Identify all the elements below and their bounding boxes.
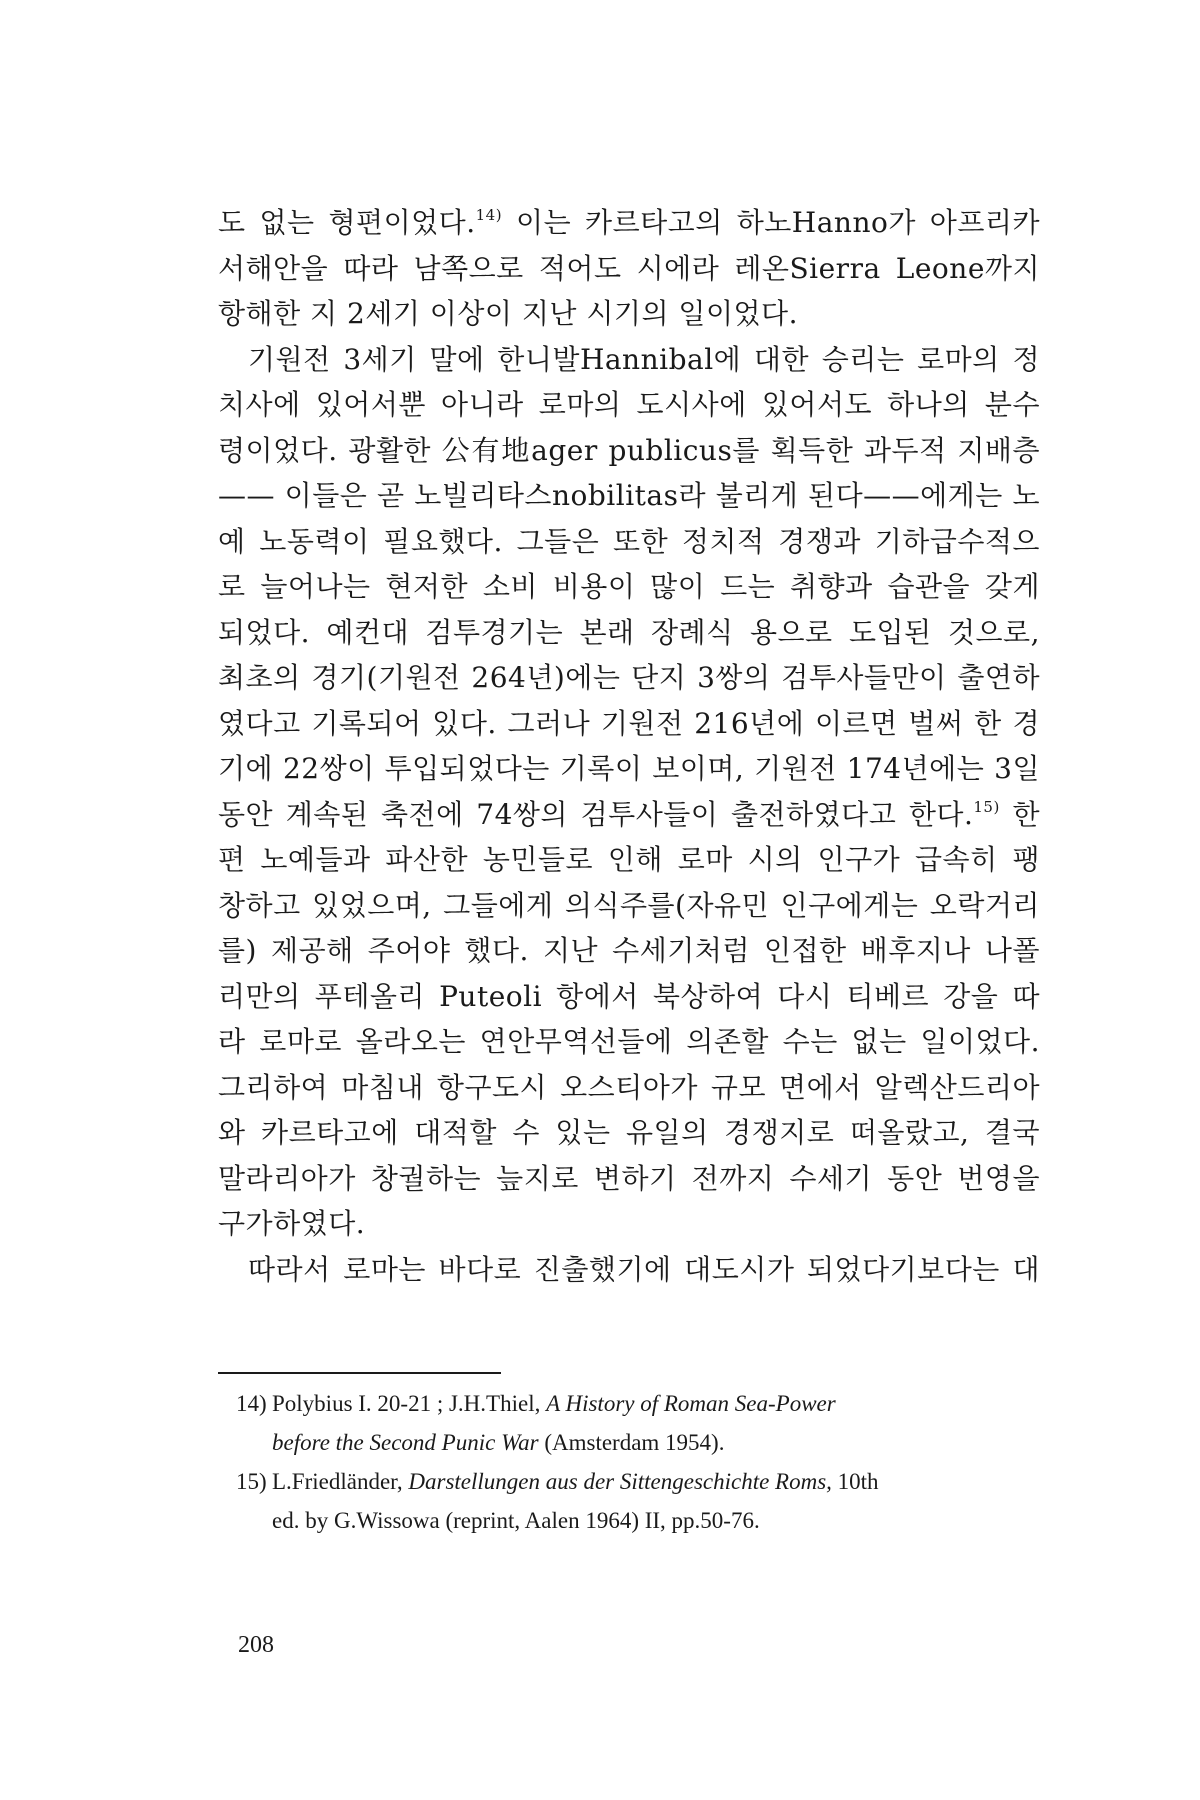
text-line: 구가하였다. — [218, 1207, 366, 1240]
footnote-ref-14[interactable]: 14) — [475, 206, 503, 224]
text-line: 예 노동력이 필요했다. 그들은 또한 정치적 경쟁과 기하급수적으 — [218, 524, 1040, 558]
text-line: 되었다. 예컨대 검투경기는 본래 장례식 용으로 도입된 것으로, — [218, 615, 1040, 649]
text-line: 그리하여 마침내 항구도시 오스티아가 규모 면에서 알렉산드리아 — [218, 1070, 1040, 1104]
text-line: 항해한 지 2세기 이상이 지난 시기의 일이었다. — [218, 297, 798, 330]
text-line: —— 이들은 곧 노빌리타스nobilitas라 불리게 된다——에게는 노 — [218, 479, 1040, 512]
text-line: 창하고 있었으며, 그들에게 의식주를(자유민 인구에게는 오락거리 — [218, 888, 1040, 922]
text-line: 도 없는 형편이었다.$^{14)}$ 이는 카르타고의 하노Hanno가 아프리카 — [218, 206, 1040, 239]
text-line: 동안 계속된 축전에 74쌍의 검투사들이 출전하였다고 한다.$^{15)}$ 한 — [218, 797, 1040, 831]
text-line: 로 늘어나는 현저한 소비 비용이 많이 드는 취향과 습관을 갖게 — [218, 570, 1040, 603]
body-text — [218, 200, 1040, 1292]
text-line: 최초의 경기(기원전 264년)에는 단지 3쌍의 검투사들만이 출연하 — [218, 661, 1040, 694]
text-line: 따라서 로마는 바다로 진출했기에 대도시가 되었다기보다는 대 — [248, 1252, 1040, 1286]
footnote-number: 15) — [236, 1469, 267, 1494]
footnote-14: 14) Polybius I. 20-21 ; J.H.Thiel, A History of Roman Sea-Power — [236, 1384, 1040, 1423]
footnote-number: 14) — [236, 1391, 267, 1416]
footnote-15-cont: ed. by G.Wissowa (reprint, Aalen 1964) II, pp.50-76. — [272, 1508, 760, 1533]
text-line: 편 노예들과 파산한 농민들로 인해 로마 시의 인구가 급속히 팽 — [218, 843, 1040, 876]
footnote-ref-15[interactable]: 15) — [973, 797, 1000, 816]
text-line: 라 로마로 올라오는 연안무역선들에 의존할 수는 없는 일이었다. — [218, 1025, 1040, 1058]
text-line: 서해안을 따라 남쪽으로 적어도 시에라 레온Sierra Leone까지 — [218, 251, 1040, 285]
text-line: 기에 22쌍이 투입되었다는 기록이 보이며, 기원전 174년에는 3일 — [218, 752, 1040, 785]
footnote-divider — [218, 1372, 501, 1374]
text-line: 리만의 푸테올리 Puteoli 항에서 북상하여 다시 티베르 강을 따 — [218, 979, 1040, 1013]
text-line: 말라리아가 창궐하는 늪지로 변하기 전까지 수세기 동안 번영을 — [218, 1161, 1040, 1195]
text-line: 와 카르타고에 대적할 수 있는 유일의 경쟁지로 떠올랐고, 결국 — [218, 1116, 1040, 1149]
text-line: 를) 제공해 주어야 했다. 지난 수세기처럼 인접한 배후지나 나폴 — [218, 934, 1040, 967]
text-line: 였다고 기록되어 있다. 그러나 기원전 216년에 이르면 벌써 한 경 — [218, 706, 1040, 740]
footnote-15: 15) L.Friedländer, Darstellungen aus der Sittengeschichte Roms, 10th — [236, 1462, 1040, 1501]
footnote-14-cont: before the Second Punic War (Amsterdam 1954). — [272, 1430, 725, 1455]
footnotes — [236, 1384, 1040, 1540]
text-line: 기원전 3세기 말에 한니발Hannibal에 대한 승리는 로마의 정 — [248, 342, 1040, 376]
text-line: 치사에 있어서뿐 아니라 로마의 도시사에 있어서도 하나의 분수 — [218, 388, 1040, 421]
page-number: 208 — [238, 1632, 274, 1658]
text-line: 령이었다. 광활한 公有地ager publicus를 획득한 과두적 지배층 — [218, 433, 1040, 467]
